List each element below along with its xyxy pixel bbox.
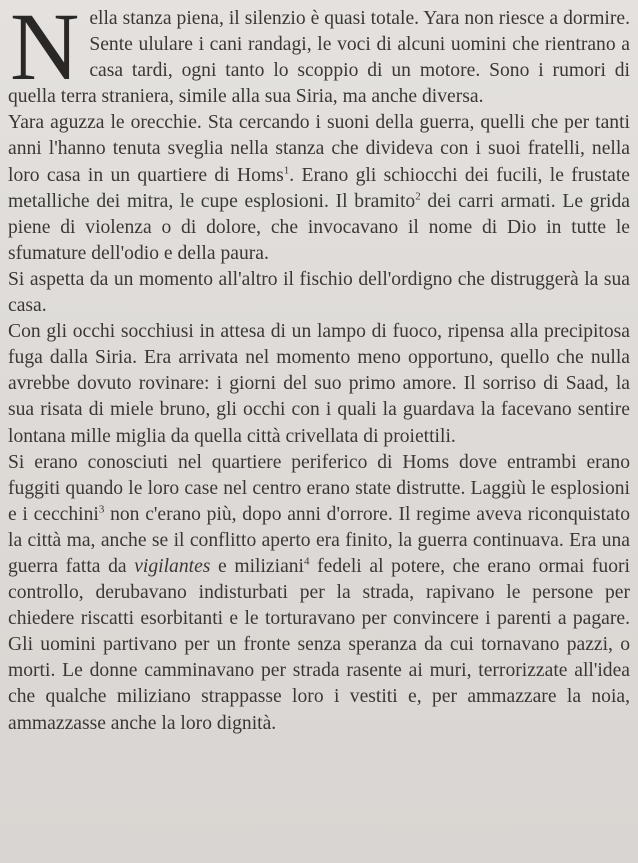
paragraph-4 xyxy=(8,319,630,449)
footnote-marker: 4 xyxy=(304,555,310,568)
text-run: non c'erano più, dopo anni d'orrore. Il regime aveva riconquistato la città ma, anche se il conflitto aperto era finito, la guerra continuava. Era una guerra fatta da xyxy=(8,503,630,577)
text-run: fedeli al potere, che erano ormai fuori controllo, derubavano indisturbati per la strada, rapivano le persone per chiedere riscatti esorbitanti e le torturavano per convincere i parenti a pagare. Gli uomini partivano per un fronte senza speranza da cui tornavano pazzi, o morti. Le donne camminavano per strada rasente ai muri, terrorizzate all'idea che qualche miliziano strappasse loro i vestiti e, per ammazzare la noia, ammazzasse anche la loro dignità. xyxy=(8,555,630,734)
italic-text: vigilantes xyxy=(134,555,211,577)
footnote-marker: 3 xyxy=(98,503,105,516)
text-run: Si aspetta da un momento all'altro il fischio dell'ordigno che distruggerà la sua casa. xyxy=(8,268,630,317)
text-run: Yara aguzza le orecchie. Sta cercando i suoni della guerra, quelli che per tanti anni l'hanno tenuta sveglia nella stanza che divideva con i suoi fratelli, nella loro casa in un quartiere di Homs xyxy=(8,112,630,186)
paragraph-5 xyxy=(8,450,630,737)
footnote-marker: 2 xyxy=(415,190,421,203)
text-run: . Erano gli schiocchi dei fucili, le frustate metalliche dei mitra, le cupe esplosioni. Il bramito xyxy=(8,164,630,212)
drop-cap: N xyxy=(10,0,80,100)
text-run: dei carri armati. Le grida piene di violenza o di dolore, che invocavano il nome di Dio in tutte le sfumature dell'odio e della paura. xyxy=(8,190,630,264)
book-page xyxy=(8,0,630,737)
text-run: Con gli occhi socchiusi in attesa di un lampo di fuoco, ripensa alla precipitosa fuga dalla Siria. Era arrivata nel momento meno opportuno, quello che nulla avrebbe dovuto rovinare: i giorni del suo primo amore. Il sorriso di Saad, la sua risata di miele bruno, gli occhi con i quali la guardava la facevano sentire lontana mille miglia da quella città crivellata di proiettili. xyxy=(8,321,630,447)
footnote-marker: 1 xyxy=(283,164,290,177)
paragraph-1 xyxy=(8,0,630,110)
paragraph-text xyxy=(8,0,630,110)
text-run: Si erano conosciuti nel quartiere periferico di Homs dove entrambi erano fuggiti quando le loro case nel centro erano state distrutte. Laggiù le esplosioni e i cecchini xyxy=(8,451,630,525)
text-run: ella stanza piena, il silenzio è quasi totale. Yara non riesce a dormire. Sente ululare i cani randagi, le voci di alcuni uomini che rientrano a casa tardi, ogni tanto lo scoppio di un motore. Sono i rumori di quella terra straniera, simile alla sua Siria, ma anche diversa. xyxy=(8,8,630,108)
paragraph-3 xyxy=(8,267,630,319)
paragraph-2 xyxy=(8,110,630,267)
text-run: e miliziani xyxy=(210,555,305,577)
